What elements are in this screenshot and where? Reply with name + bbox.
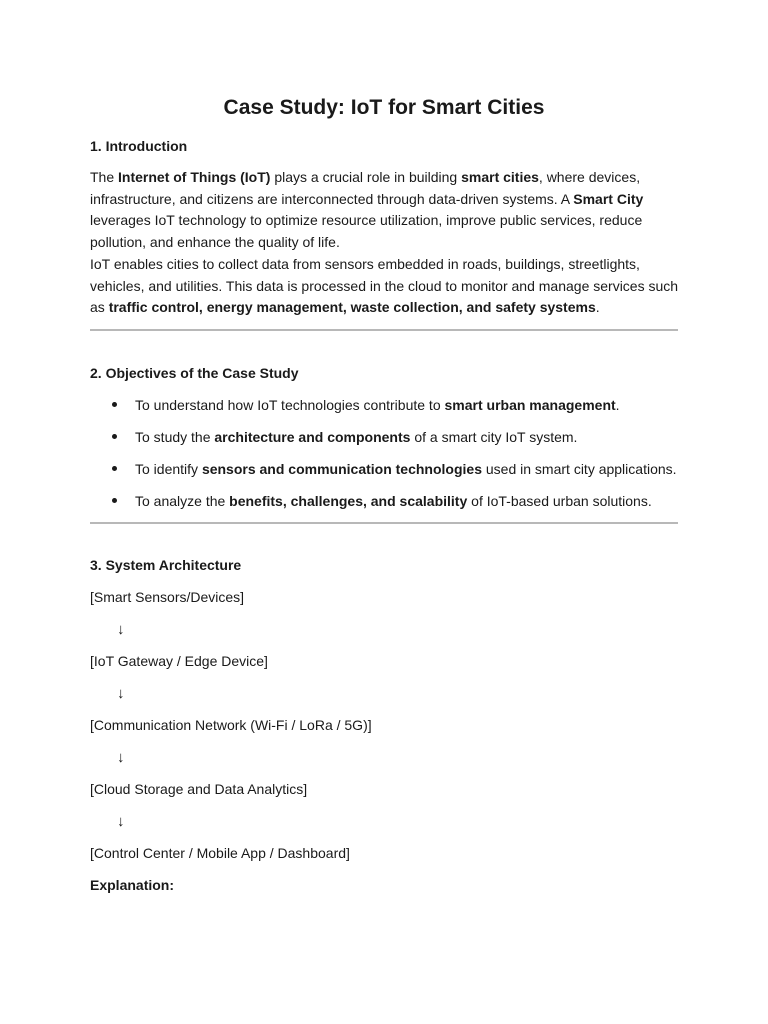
text-run: leverages IoT technology to optimize resource utilization, improve public services, reduce pollution, and enhance the quality of life.	[90, 212, 643, 251]
text-run: .	[615, 397, 620, 413]
explanation-label: Explanation:	[90, 877, 175, 893]
down-arrow-icon: ↓	[117, 749, 125, 766]
bullet-icon	[112, 498, 117, 503]
text-run: of IoT-based urban solutions.	[467, 493, 652, 509]
text-run: IoT enables cities to collect data from sensors embedded in roads, buildings, streetlights, vehicles, and utilities. This data is processed in the cloud to monitor and manage services such as	[90, 256, 679, 316]
flow-step-control-center: [Control Center / Mobile App / Dashboard]	[90, 845, 350, 861]
list-item	[90, 395, 680, 427]
flow-step-sensors: [Smart Sensors/Devices]	[90, 589, 245, 605]
down-arrow-icon: ↓	[117, 813, 125, 830]
text-run: plays a crucial role in building	[270, 169, 462, 185]
objectives-list	[90, 395, 680, 523]
text-run: used in smart city applications.	[482, 461, 677, 477]
text-run: , where devices, infrastructure, and citizens are interconnected through data-driven systems. A	[90, 169, 641, 207]
text-run: To understand how IoT technologies contribute to	[135, 397, 445, 413]
iot-data-paragraph	[90, 254, 680, 319]
list-item	[90, 491, 680, 523]
bold-text: smart urban management	[444, 397, 616, 413]
text-run: .	[595, 299, 600, 316]
bold-text: architecture and components	[214, 429, 411, 445]
text-run: To analyze the	[135, 493, 230, 509]
down-arrow-icon: ↓	[117, 621, 125, 638]
text-run: To identify	[135, 461, 202, 477]
document-title: Case Study: IoT for Smart Cities	[223, 96, 545, 119]
section-heading-objectives: 2. Objectives of the Case Study	[90, 365, 299, 381]
flow-step-network: [Communication Network (Wi-Fi / LoRa / 5G)]	[90, 717, 372, 733]
flow-step-gateway: [IoT Gateway / Edge Device]	[90, 653, 268, 669]
flow-step-cloud: [Cloud Storage and Data Analytics]	[90, 781, 308, 797]
intro-paragraph	[90, 167, 680, 254]
bullet-icon	[112, 466, 117, 471]
bold-text-iot: Internet of Things (IoT)	[118, 169, 271, 185]
bold-text-smart-city: Smart City	[573, 190, 644, 207]
horizontal-rule	[90, 522, 678, 524]
text-run: of a smart city IoT system.	[410, 429, 578, 445]
section-heading-introduction: 1. Introduction	[90, 138, 188, 154]
bold-text: benefits, challenges, and scalability	[229, 493, 468, 509]
bold-text-services: traffic control, energy management, waste collection, and safety systems	[108, 299, 596, 316]
text-run: To study the	[135, 429, 215, 445]
down-arrow-icon: ↓	[117, 685, 125, 702]
list-item	[90, 459, 680, 491]
bullet-icon	[112, 402, 117, 407]
list-item	[90, 427, 680, 459]
bullet-icon	[112, 434, 117, 439]
text-run: The	[90, 169, 119, 185]
bold-text: sensors and communication technologies	[201, 461, 482, 477]
bold-text-smart-cities: smart cities	[461, 169, 539, 185]
section-heading-architecture: 3. System Architecture	[90, 557, 242, 573]
horizontal-rule	[90, 329, 678, 331]
